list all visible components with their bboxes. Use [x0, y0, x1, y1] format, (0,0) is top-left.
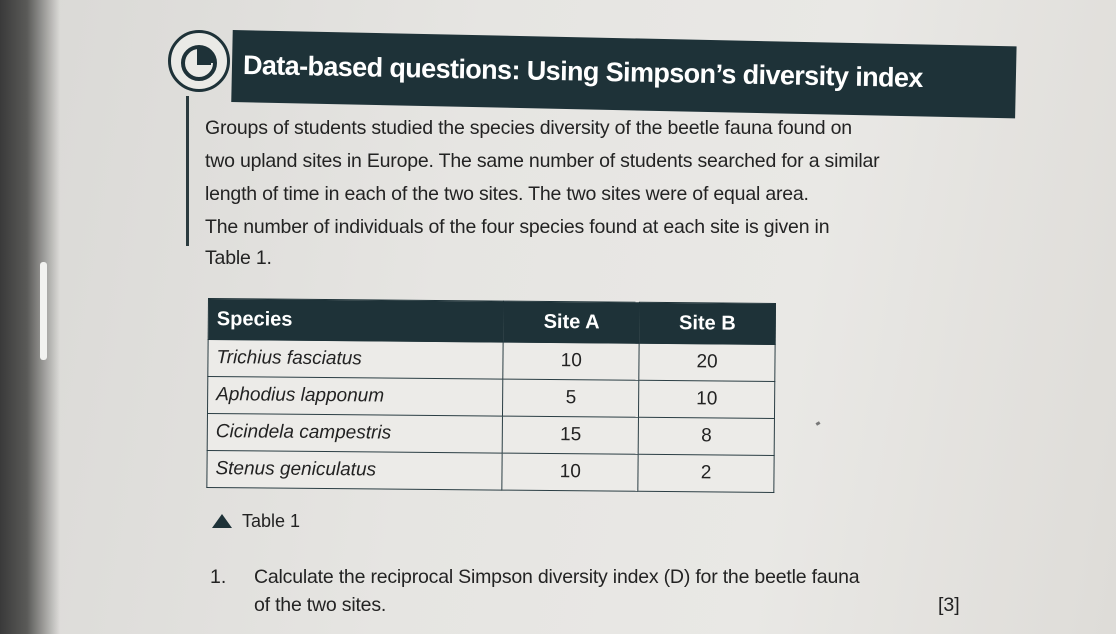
page-shadow [0, 0, 60, 634]
clock-icon [168, 30, 230, 92]
intro-line: Table 1. [205, 247, 272, 269]
site-a-count: 5 [503, 379, 639, 417]
species-name: Cicindela campestris [207, 413, 503, 453]
question-line: Calculate the reciprocal Simpson diversity index (D) for the beetle fauna [254, 566, 860, 588]
column-header-site-b: Site B [639, 302, 775, 344]
species-name: Trichius fasciatus [208, 340, 504, 380]
table-row [207, 413, 774, 455]
caption-triangle-icon [212, 514, 232, 528]
question-line: of the two sites. [254, 594, 387, 616]
question-marks: [3] [938, 594, 960, 616]
column-header-site-a: Site A [504, 301, 640, 343]
site-b-count: 8 [638, 417, 774, 455]
table-row [208, 340, 775, 382]
species-name: Aphodius lapponum [207, 377, 503, 417]
table-caption: Table 1 [242, 511, 301, 531]
site-b-count: 2 [638, 454, 774, 492]
intro-line: length of time in each of the two sites. The two sites were of equal area. [205, 183, 809, 205]
intro-line: The number of individuals of the four species found at each site is given in [205, 216, 830, 238]
site-b-count: 10 [639, 380, 775, 418]
question-number: 1. [210, 566, 227, 588]
page-title: Data-based questions: Using Simpson’s diversity index [242, 50, 924, 94]
site-a-count: 10 [502, 453, 638, 491]
site-a-count: 15 [503, 416, 639, 454]
table-row [207, 450, 774, 492]
stray-mark [816, 421, 821, 426]
column-header-species: Species [208, 299, 504, 343]
page-edge-bar [40, 262, 47, 360]
species-table [206, 298, 776, 493]
species-name: Stenus geniculatus [207, 450, 503, 490]
table-row [207, 377, 774, 419]
intro-line: two upland sites in Europe. The same number of students searched for a similar [205, 150, 880, 172]
table-header-row [208, 299, 775, 345]
site-b-count: 20 [639, 343, 775, 381]
intro-divider [186, 96, 189, 246]
site-a-count: 10 [503, 342, 639, 380]
intro-line: Groups of students studied the species diversity of the beetle fauna found on [205, 117, 852, 139]
